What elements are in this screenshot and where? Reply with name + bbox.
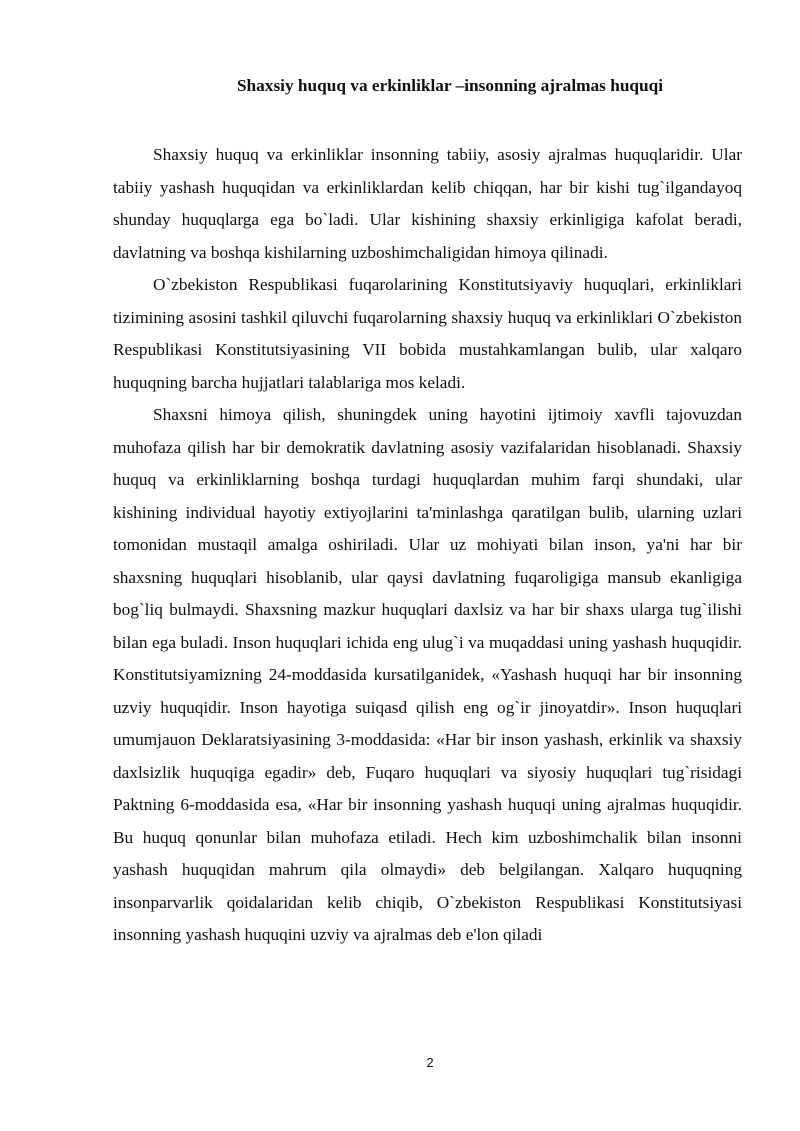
page-number: 2 [426,1055,434,1070]
paragraph-3: Shaxsni himoya qilish, shuningdek uning hayotini ijtimoiy xavfli tajovuzdan muhofaza qilish har bir demokratik davlatning asosiy vazifalaridan hisoblanadi. Shaxsiy huquq va erkinliklarning boshqa turdagi huquqlardan muhim farqi shundaki, ular kishining individual hayotiy extiyojlarini ta'minlashga qaratilgan bulib, ularning uzlari tomonidan mustaqil amalga oshiriladi. Ular uz mohiyati bilan inson, ya'ni har bir shaxsning huquqlari hisoblanib, ular qaysi davlatning fuqaroligiga mansub ekanligiga bog`liq bulmaydi. Shaxsning mazkur huquqlari daxlsiz va har bir shaxs ularga tug`ilishi bilan ega buladi. Inson huquqlari ichida eng ulug`i va muqaddasi uning yashash huquqidir. Konstitutsiyamizning 24-moddasida kursatilganidek, «Yashash huquqi har bir insonning uzviy huquqidir. Inson hayotiga suiqasd qilish eng og`ir jinoyatdir». Inson huquqlari umumjauon Deklaratsiyasining 3-moddasida: «Har bir inson yashash, erkinlik va shaxsiy daxlsizlik huquqiga egadir» deb, Fuqaro huquqlari va siyosiy huquqlari tug`risidagi Paktning 6-moddasida esa, «Har bir insonning yashash huquqi uning ajralmas huquqidir. Bu huquq qonunlar bilan muhofaza etiladi. Hech kim uzboshimchalik bilan insonni yashash huquqidan mahrum qila olmaydi» deb belgilangan. Xalqaro huquqning insonparvarlik qoidalaridan kelib chiqib, O`zbekiston Respublikasi Konstitutsiyasi insonning yashash huquqini uzviy va ajralmas deb e'lon qiladi [113,405,742,944]
document-body [113,139,742,952]
document-title: Shaxsiy huquq va erkinliklar –insonning ajralmas huquqi [236,76,664,95]
paragraph-2: O`zbekiston Respublikasi fuqarolarining Konstitutsiyaviy huquqlari, erkinliklari tizimining asosini tashkil qiluvchi fuqarolarning shaxsiy huquq va erkinliklari O`zbekiston Respublikasi Konstitutsiyasining VII bobida mustahkamlangan bulib, ular xalqaro huquqning barcha hujjatlari talablariga mos keladi. [113,275,742,392]
paragraph-1: Shaxsiy huquq va erkinliklar insonning tabiiy, asosiy ajralmas huquqlaridir. Ular tabiiy yashash huquqidan va erkinliklardan kelib chiqqan, har bir kishi tug`ilgandayoq shunday huquqlarga ega bo`ladi. Ular kishining shaxsiy erkinligiga kafolat beradi, davlatning va boshqa kishilarning uzboshimchaligidan himoya qilinadi. [113,145,742,262]
